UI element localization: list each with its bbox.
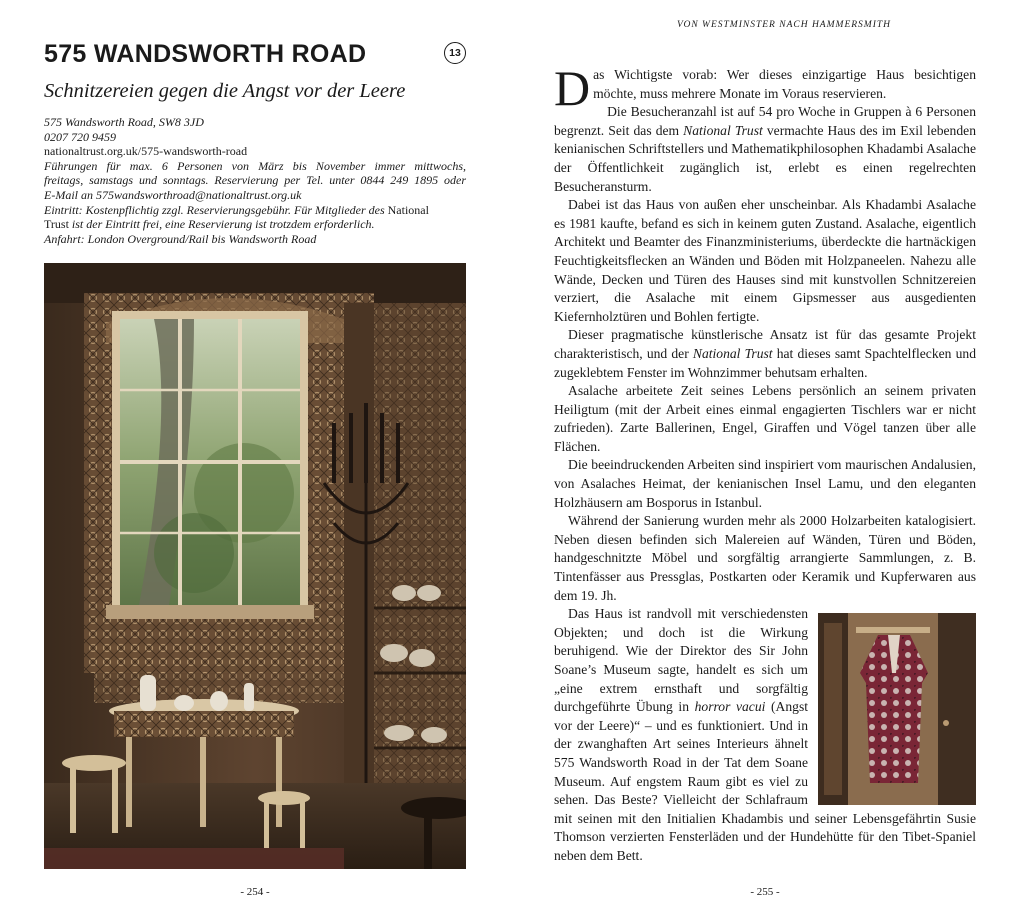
paragraph-1 [554, 60, 976, 116]
p4-emphasis: National Trust [692, 345, 773, 361]
p8-text-a: Das Haus ist randvoll mit verschiedensten Objekten; und doch ist die Wirkung beruhigend. Wie der Direktor des Sir John Soane’s Museum sagte, handelt es sich um „eine extrem ernsthaft und sorgfältig durchgeführte Übung in [554, 606, 808, 715]
p4-text-c: hat dieses samt Spachtelflecken und zugeklebtem Fenster im Wohnzimmer behutsam erhalten. [554, 345, 976, 380]
admission-line-2 [44, 217, 466, 232]
admission-line-1 [44, 203, 466, 218]
article-body [554, 60, 976, 866]
admission-text: Eintritt: Kostenpflichtig zzgl. Reservierungsgebühr. Für Mitglieder des [44, 202, 388, 217]
practical-info [44, 115, 466, 246]
paragraph-4 [554, 326, 976, 382]
paragraph-1-text: as Wichtigste vorab: Wer dieses einzigartige Haus besichtigen möchte, muss mehrere Monate im Voraus reservieren. [593, 67, 976, 101]
tours-line-3: E-Mail an 575wandsworthroad@nationaltrust.org.uk [44, 187, 302, 202]
p8-emphasis: horror vacui [694, 699, 766, 715]
entry-subtitle: Schnitzereien gegen die Angst vor der Leere [44, 80, 406, 102]
website: nationaltrust.org.uk/575-wandsworth-road [44, 144, 248, 159]
p8-text-c: (Angst vor der Leere)“ – und es funktioniert. Und in der zwanghaften Art seines Interieurs ähnelt 575 Wandsworth Road in der Tat dem Soane Museum. Auf engstem Raum gibt es viel zu sehen. Das Beste? Vielleicht der Schlafraum mit seinen mit den Initialien Khadambis und seiner Lebensgefährtin Susie Thomson verzierten Fensterläden und der Hundehütte für den Tibet-Spaniel neben dem Bett. [554, 699, 976, 863]
page-number-left: - 254 - [240, 886, 270, 898]
paragraph-8 [554, 605, 976, 865]
running-head: VON WESTMINSTER NACH HAMMERSMITH [676, 20, 892, 30]
page-number-right: - 255 - [750, 886, 780, 898]
entry-number-badge: 13 [444, 42, 466, 64]
paragraph-2 [554, 103, 976, 196]
interior-photo [44, 263, 466, 869]
drop-cap: D [554, 60, 591, 116]
right-page [510, 0, 1020, 923]
p4-text-a: Dieser pragmatische künstlerische Ansatz ist für das gesamte Projekt charakteristisch, und der [554, 327, 976, 361]
admission-text-cont: ist der Eintritt frei, eine Reservierung ist trotzdem erforderlich. [68, 217, 375, 232]
p2-emphasis: National Trust [683, 122, 763, 138]
address: 575 Wandsworth Road, SW8 3JD [44, 115, 204, 129]
paragraph-3: Dabei ist das Haus von außen eher unscheinbar. Als Khadambi Asalache es 1981 kaufte, befand es sich in keinem guten Zustand. Asalache, eigentlich Architekt und Beamter des Finanzministeriums, überdeckte die hartnäckigen Feuchtigkeitsflecken an Wänden und Böden mit Holzpaneelen. Nahezu alle Wände, Decken und Türen des Hauses sind mit kunstvollen Schnitzereien verziert, die Asalache mit einem Gipsmesser aus ausgedienten Kiefernholztüren und Bohlen fertigte. [554, 197, 976, 324]
paragraph-7: Während der Sanierung wurden mehr als 2000 Holzarbeiten katalogisiert. Neben diesen befinden sich Malereien auf Wänden, Türen und Böden, handgeschnitzte Möbel und sorgfältig arrangierte Sammlungen, z. B. Tintenfässer aus Pressglas, Postkarten oder Keramik und Kupferwaren aus dem 19. Jh. [554, 513, 976, 603]
p2-text-c: vermachte Haus des im Exil lebenden kenianischen Schriftstellers und Mathematikphilosophen Khadambi Asalache der Öffentlichkeit zugänglich ist, erlebt es einen regelrechten Besucheransturm. [554, 122, 976, 194]
entry-title: 575 WANDSWORTH ROAD [44, 40, 367, 68]
tours-line-2: freitags, samstags und sonntags. Reservierung per Tel. unter 0844 249 1895 oder [44, 173, 466, 188]
robe-photo [818, 613, 976, 805]
paragraph-5: Asalache arbeitete Zeit seines Lebens persönlich an seinem privaten Heiligtum (mit der Arbeit eines einmal engagierten Tischlers war er nicht zufrieden). Zarte Ballerinen, Engel, Giraffen und Vögel tanzen über alle Flächen. [554, 383, 976, 454]
paragraph-6: Die beeindruckenden Arbeiten sind inspiriert vom maurischen Andalusien, von Asalaches Heimat, der kenianischen Insel Lamu, und den eleganten Holzhäusern am Bosporus in Istanbul. [554, 457, 976, 510]
access-info: Anfahrt: London Overground/Rail bis Wandsworth Road [44, 231, 317, 246]
admission-org-cont: Trust [44, 217, 69, 232]
phone: 0207 720 9459 [44, 129, 116, 144]
tours-line-1: Führungen für max. 6 Personen von März bis November immer mittwochs, [44, 158, 466, 173]
p2-text-a: Die Besucheranzahl ist auf 54 pro Woche in Gruppen à 6 Personen begrenzt. Seit das dem [554, 104, 976, 138]
admission-org: National [387, 202, 429, 217]
